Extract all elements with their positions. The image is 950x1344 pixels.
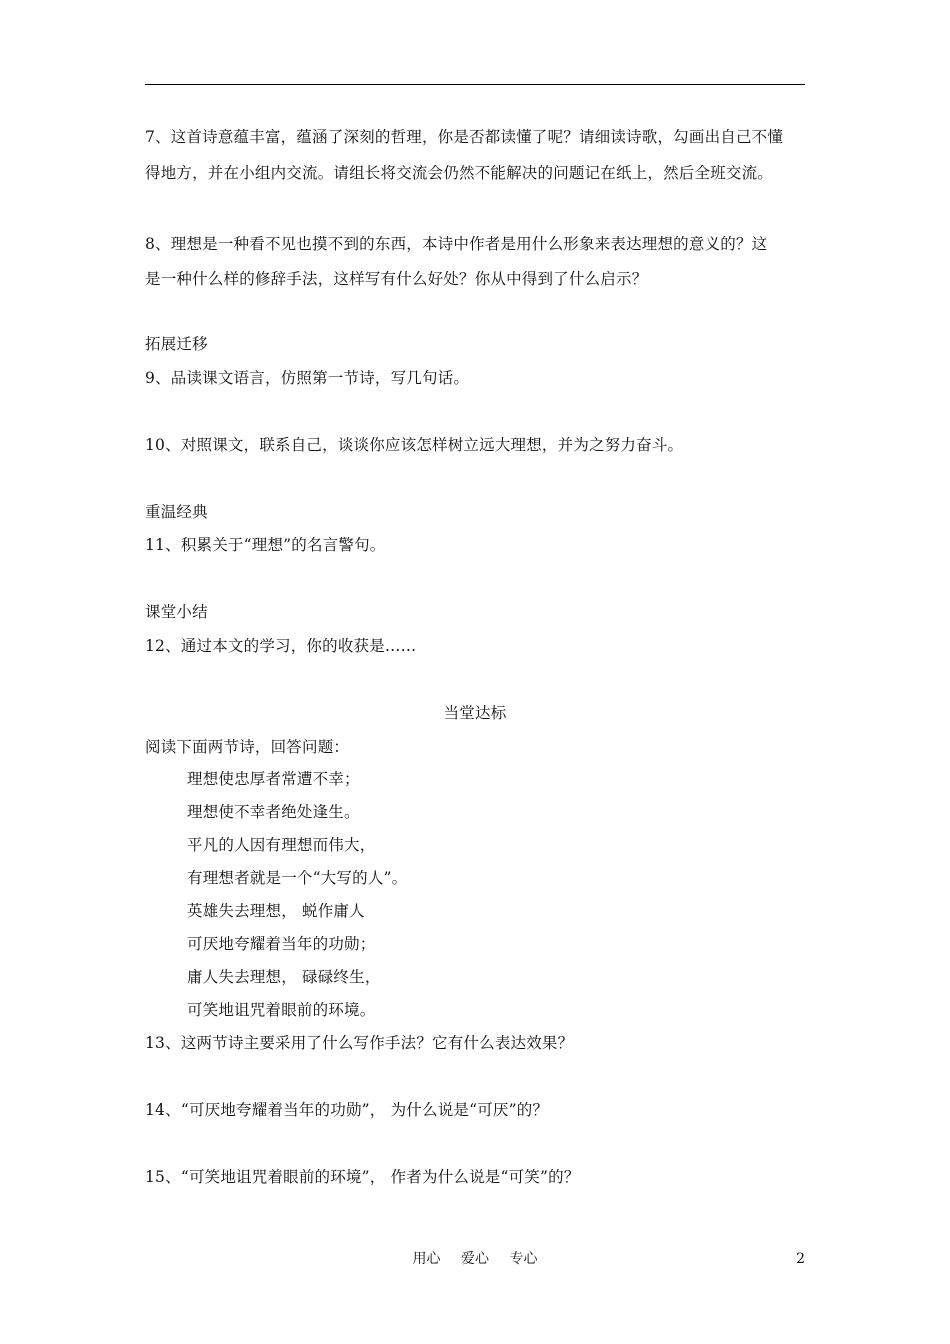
poem-line: 有理想者就是一个“大写的人”。 [187, 869, 408, 887]
question-12: 12、通过本文的学习，你的收获是…… [145, 637, 417, 655]
question-13: 13、这两节诗主要采用了什么写作手法？它有什么表达效果？ [145, 1034, 574, 1052]
reading-intro: 阅读下面两节诗，回答问题： [145, 738, 350, 756]
poem-line: 可笑地诅咒着眼前的环境。 [187, 1001, 376, 1019]
footer-text: 爱心 [461, 1251, 489, 1267]
question-9: 9、品读课文语言，仿照第一节诗，写几句话。 [145, 369, 470, 387]
page-number: 2 [796, 1251, 805, 1267]
question-8-line-1: 8、理想是一种看不见也摸不到的东西，本诗中作者是用什么形象来表达理想的意义的？这 [145, 235, 768, 253]
footer-text: 专心 [509, 1251, 538, 1267]
question-15: 15、“可笑地诅咒着眼前的环境”， 作者为什么说是“可笑”的？ [145, 1168, 580, 1186]
header-rule [145, 84, 805, 85]
question-7-line-1: 7、这首诗意蕴丰富，蕴涵了深刻的哲理，你是否都读懂了呢？请细读诗歌，勾画出自己不懂 [145, 128, 784, 146]
page-footer [145, 1250, 805, 1268]
question-10: 10、对照课文，联系自己，谈谈你应该怎样树立远大理想，并为之努力奋斗。 [145, 436, 684, 454]
poem-line: 庸人失去理想， 碌碌终生， [187, 968, 381, 986]
poem-line: 理想使忠厚者常遭不幸； [187, 770, 360, 788]
question-7-line-2: 得地方，并在小组内交流。请组长将交流会仍然不能解决的问题记在纸上，然后全班交流。 [145, 164, 774, 182]
footer-text: 用心 [412, 1251, 441, 1267]
question-14: 14、“可厌地夸耀着当年的功勋”， 为什么说是“可厌”的？ [145, 1101, 549, 1119]
section-heading-classic: 重温经典 [145, 503, 208, 521]
poem-line: 平凡的人因有理想而伟大， [187, 836, 376, 854]
section-heading-extend: 拓展迁移 [145, 335, 208, 353]
question-8-line-2: 是一种什么样的修辞手法，这样写有什么好处？你从中得到了什么启示？ [145, 270, 648, 288]
poem-line: 英雄失去理想， 蜕作庸人 [187, 902, 365, 920]
section-heading-summary: 课堂小结 [145, 603, 208, 621]
poem-line: 理想使不幸者绝处逢生。 [187, 803, 360, 821]
question-11: 11、积累关于“理想”的名言警句。 [145, 536, 386, 554]
section-heading-test: 当堂达标 [443, 704, 507, 722]
poem-line: 可厌地夸耀着当年的功勋； [187, 935, 376, 953]
